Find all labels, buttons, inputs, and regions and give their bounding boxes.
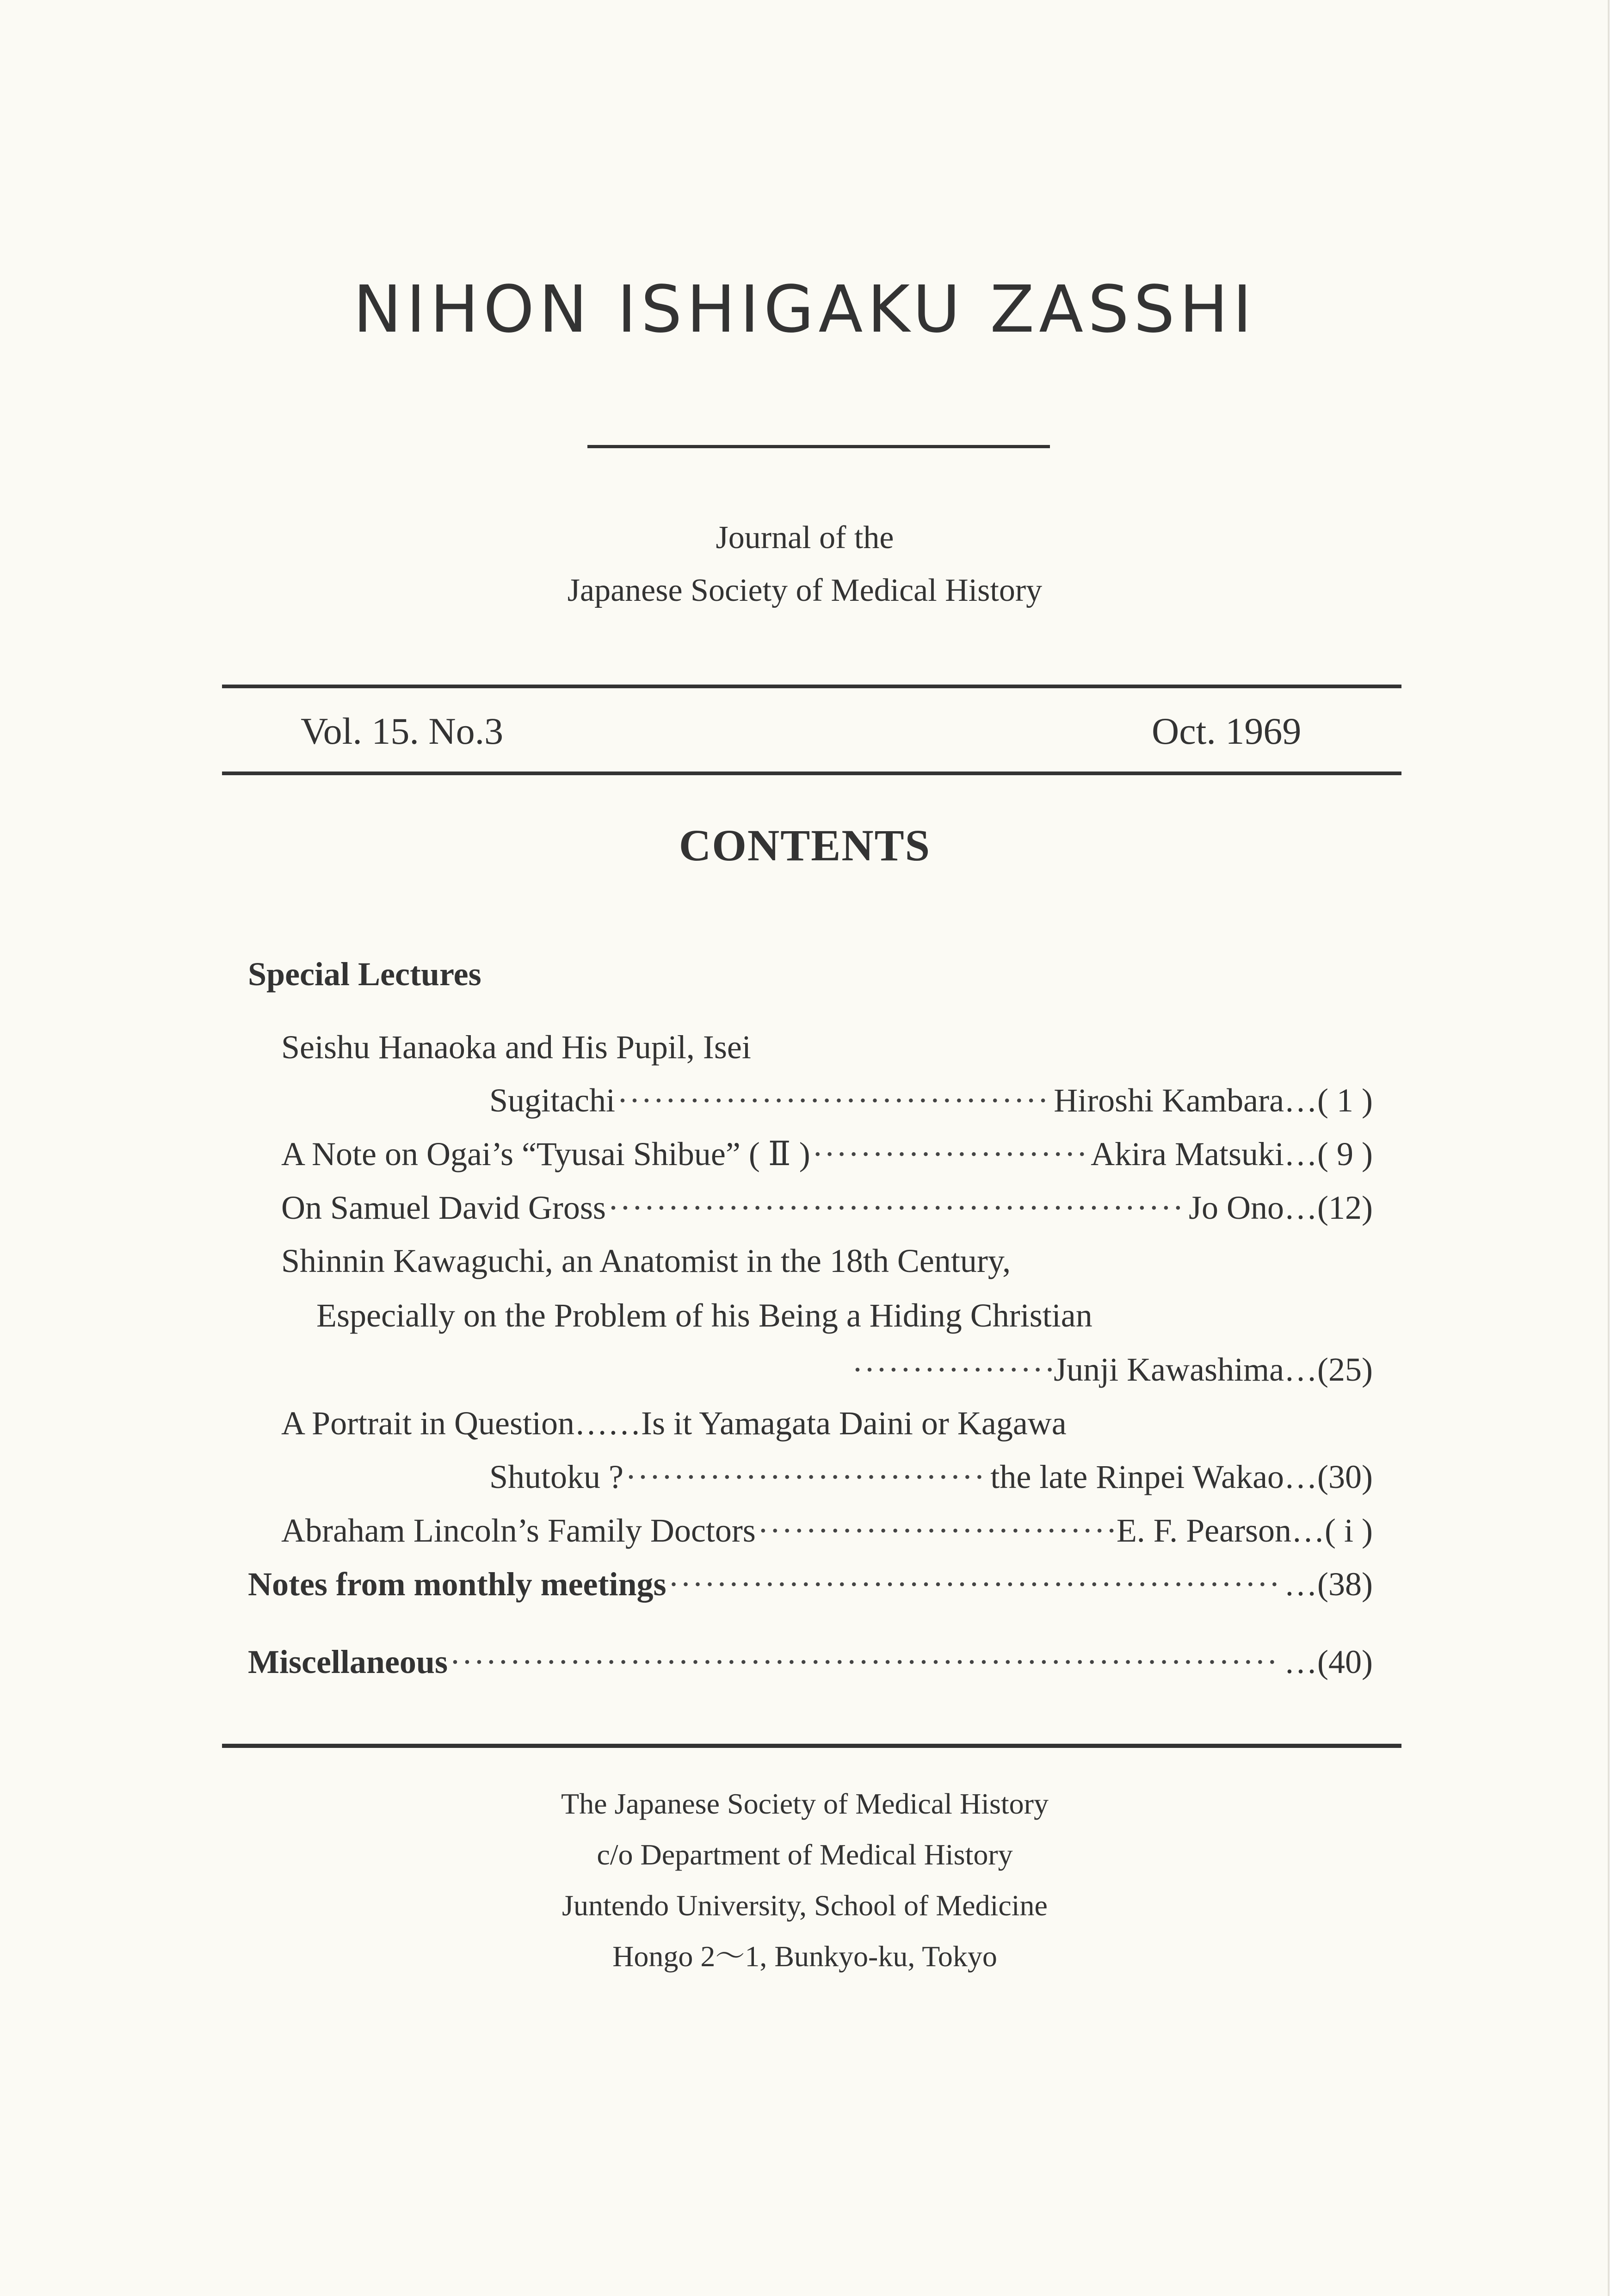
dot-leader [812,1137,1089,1171]
toc-title: On Samuel David Gross [281,1189,606,1226]
toc-author: Hiroshi Kambara [1054,1082,1284,1119]
issue-rule-top [222,685,1401,688]
dot-leader [668,1568,1283,1601]
toc-page: …( i ) [1291,1512,1373,1549]
toc-author: the late Rinpei Wakao [990,1458,1284,1495]
section-special-lectures: Special Lectures [248,956,481,993]
issue-rule-bottom [222,772,1401,775]
toc-page: …(25) [1284,1351,1373,1388]
toc-page: …(38) [1284,1566,1373,1603]
toc-title-line: A Portrait in Question……Is it Yamagata Daini or Kagawa [281,1405,1067,1442]
dot-leader [450,1645,1282,1679]
toc-author: Jo Ono [1189,1189,1284,1226]
toc-entry-misc [248,1645,1373,1679]
toc-title: A Note on Ogai’s “Tyusai Shibue” ( Ⅱ ) [281,1136,810,1173]
toc-title-line: Seishu Hanaoka and His Pupil, Isei [281,1029,751,1066]
footer-divider [222,1744,1401,1748]
publisher-name: The Japanese Society of Medical History [561,1787,1049,1820]
volume-number: Vol. 15. No.3 [301,710,504,752]
toc-page: …(40) [1284,1643,1373,1680]
toc-title-line: Shinnin Kawaguchi, an Anatomist in the 18th Century, [281,1242,1011,1279]
publisher-address: Hongo 2～1, Bunkyo-ku, Tokyo [612,1940,997,1973]
toc-author: Akira Matsuki [1091,1136,1284,1173]
section-notes: Notes from monthly meetings [248,1566,667,1603]
toc-entry-ogai [281,1137,1373,1171]
toc-title: Sugitachi [489,1082,615,1119]
toc-entry-lincoln [281,1514,1373,1547]
dot-leader [852,1353,1052,1386]
toc-entry-notes [248,1568,1373,1601]
toc-title: Abraham Lincoln’s Family Doctors [281,1512,756,1549]
toc-page: …(12) [1284,1189,1373,1226]
toc-entry-gross [281,1191,1373,1224]
subtitle-line-1: Journal of the [716,520,894,555]
publisher-university: Juntendo University, School of Medicine [562,1889,1048,1922]
issue-date: Oct. 1969 [1152,710,1302,752]
section-misc: Miscellaneous [248,1643,448,1680]
toc-title-line: Especially on the Problem of his Being a Hiding Christian [316,1297,1092,1334]
toc-page: …( 9 ) [1284,1136,1373,1173]
journal-title: NIHON ISHIGAKU ZASSHI [353,272,1257,347]
dot-leader [608,1191,1187,1224]
title-divider [587,445,1050,448]
subtitle-line-2: Japanese Society of Medical History [567,573,1043,608]
toc-author: Junji Kawashima [1054,1351,1284,1388]
dot-leader [625,1460,988,1494]
toc-title: Shutoku ? [489,1458,624,1495]
contents-heading: CONTENTS [679,821,931,870]
toc-page: …(30) [1284,1458,1373,1495]
toc-entry-line [850,1353,1373,1386]
toc-author: E. F. Pearson [1116,1512,1292,1549]
dot-leader [617,1084,1052,1117]
toc-page: …( 1 ) [1284,1082,1373,1119]
dot-leader [758,1514,1115,1547]
publisher-department: c/o Department of Medical History [597,1838,1013,1871]
toc-entry-line [489,1460,1373,1494]
toc-entry-line [489,1084,1373,1117]
